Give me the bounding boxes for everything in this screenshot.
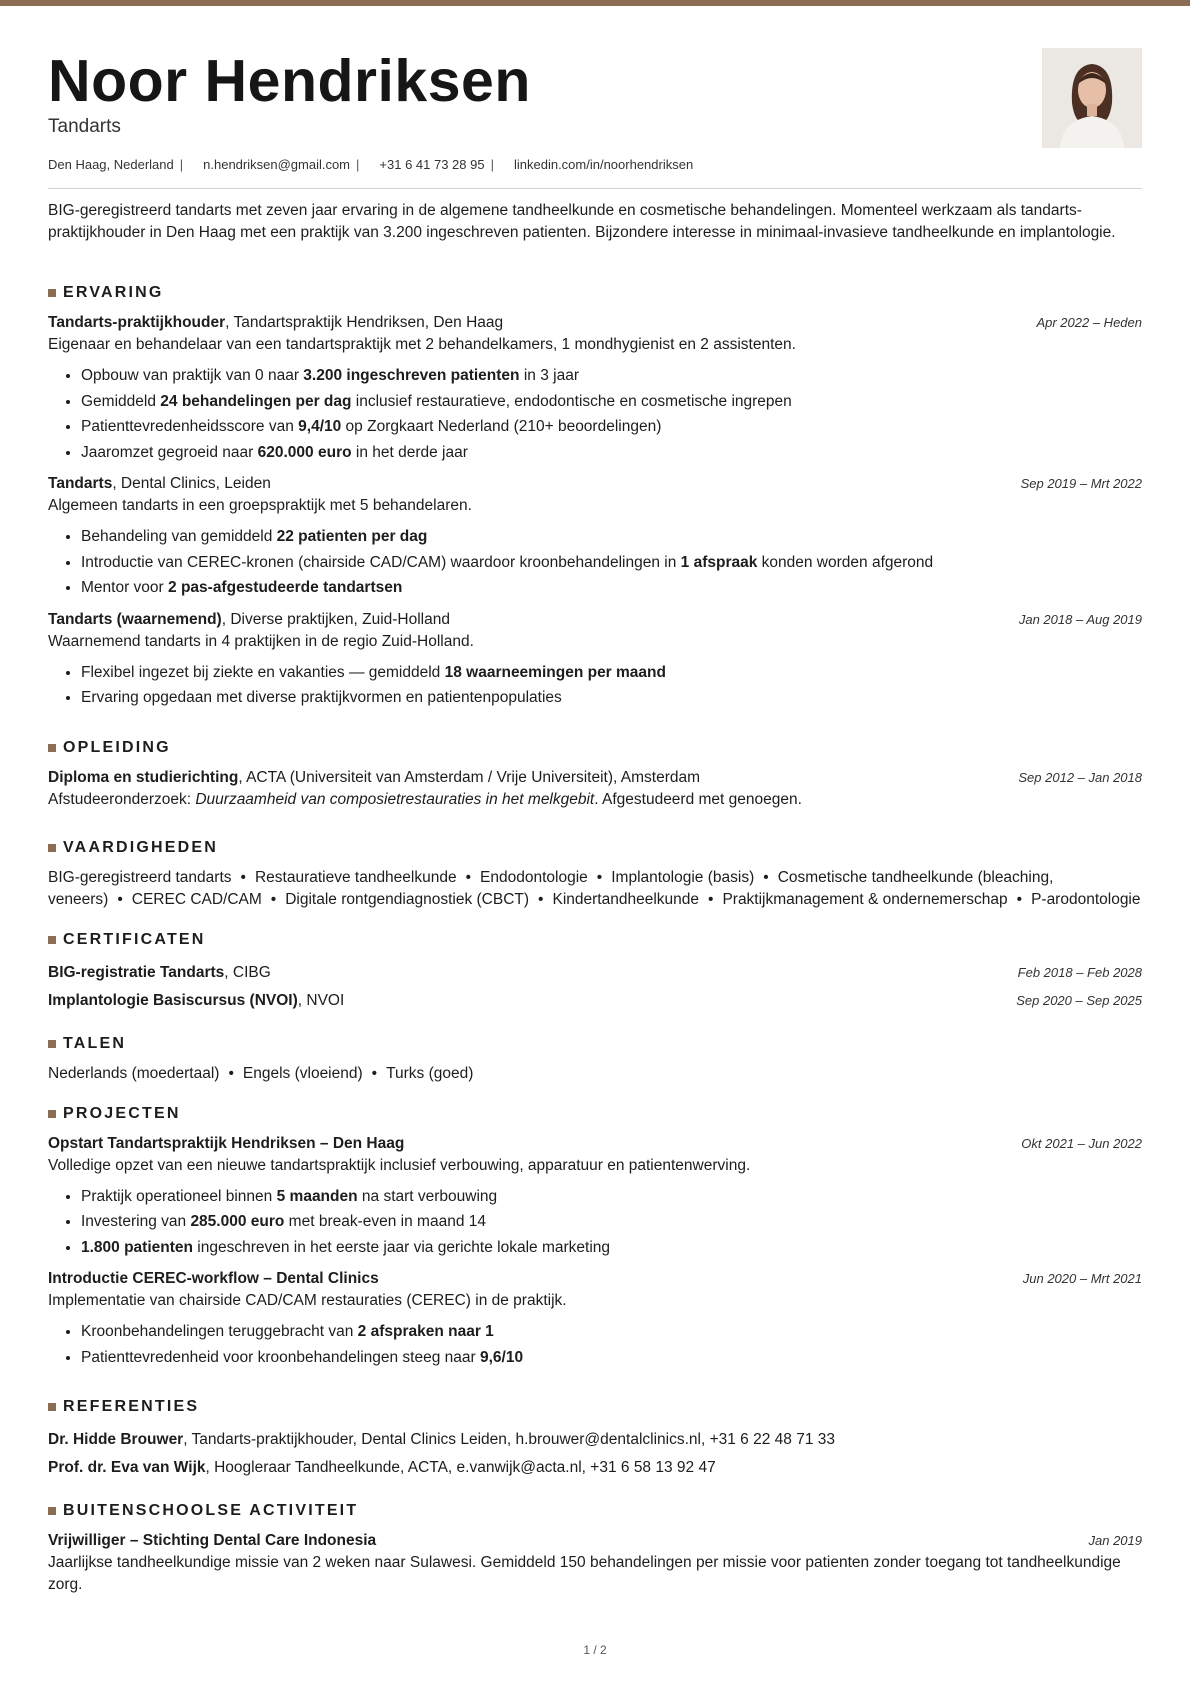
list-item: • 1.800 patienten ingeschreven in het eerste jaar via gerichte lokale marketing (81, 1235, 1142, 1261)
section-bullet-icon (48, 289, 56, 297)
contact-line (48, 157, 693, 172)
job-description: Waarnemend tandarts in 4 praktijken in de regio Zuid-Holland. (48, 632, 474, 650)
profile-photo (1042, 48, 1142, 148)
certificate-entry: Implantologie Basiscursus (NVOI), NVOI Sep 2020 – Sep 2025 (48, 991, 1142, 1009)
profile-summary: BIG-geregistreerd tandarts met zeven jaar ervaring in de algemene tandheelkunde en cosmetische behandelingen. Momenteel werkzaam als tandarts-praktijkhouder in Den Haag met een praktijk van 3.200 ingeschreven patienten. Bijzondere interesse in minimaal-invasieve tandheelkunde en implantologie. (48, 202, 1116, 241)
list-item: • Introductie van CEREC-kronen (chairside CAD/CAM) waardoor kroonbehandelingen in 1 afspraak konden worden afgerond (81, 550, 1142, 576)
section-title: OPLEIDING (63, 738, 171, 756)
language-item: Turks (goed) (386, 1064, 474, 1082)
project-description: Volledige opzet van een nieuwe tandartspraktijk inclusief verbouwing, apparatuur en patientenwerving. (48, 1156, 751, 1174)
job-date: Apr 2022 – Heden (1036, 315, 1142, 330)
candidate-role: Tandarts (48, 116, 121, 137)
section-title: VAARDIGHEDEN (63, 838, 219, 856)
language-item: Nederlands (moedertaal) (48, 1064, 220, 1082)
list-item: • Patienttevredenheid voor kroonbehandelingen steeg naar 9,6/10 (81, 1345, 1142, 1371)
portrait-photo-icon (1042, 48, 1142, 148)
experience-entry (48, 312, 1142, 465)
contact-location: Den Haag, Nederland (48, 157, 174, 172)
contact-email[interactable]: n.hendriksen@gmail.com (203, 157, 351, 172)
job-date: Jan 2018 – Aug 2019 (1018, 611, 1142, 627)
activity-date: Jan 2019 (1088, 1533, 1142, 1548)
header-divider (48, 188, 1142, 189)
list-item: • Kroonbehandelingen teruggebracht van 2 afspraken naar 1 (81, 1319, 1142, 1345)
section-title: CERTIFICATEN (63, 930, 206, 948)
list-item: • Gemiddeld 24 behandelingen per dag inclusief restauratieve, endodontische en cosmetische ingrepen (81, 389, 1142, 415)
reference-entry: Dr. Hidde Brouwer, Tandarts-praktijkhouder, Dental Clinics Leiden, h.brouwer@dentalclinics.nl, +31 6 22 48 71 33 (48, 1431, 835, 1448)
list-item: • Patienttevredenheidsscore van 9,4/10 op Zorgkaart Nederland (210+ beoordelingen) (81, 414, 1142, 440)
skill-item: Endodontologie (480, 868, 588, 886)
section-bullet-icon (48, 744, 56, 752)
contact-linkedin[interactable]: linkedin.com/in/noorhendriksen (513, 157, 694, 172)
skill-item: Digitale rontgendiagnostiek (CBCT) (285, 890, 530, 908)
section-title: TALEN (63, 1034, 127, 1052)
skill-item: BIG-geregistreerd tandarts (48, 868, 232, 886)
section-bullet-icon (48, 1110, 56, 1118)
list-item: • Behandeling van gemiddeld 22 patienten per dag (81, 524, 1142, 550)
activity-description: Jaarlijkse tandheelkundige missie van 2 weken naar Sulawesi. Gemiddeld 150 behandelingen per missie voor patienten zonder toegang tot tandheelkundige zorg. (48, 1554, 1121, 1593)
project-date: Okt 2021 – Jun 2022 (1021, 1135, 1142, 1151)
section-bullet-icon (48, 1403, 56, 1411)
resume-content (48, 284, 1142, 1596)
activity-entry (48, 1530, 1142, 1596)
section-certificates (48, 931, 1142, 949)
contact-separator: | (490, 157, 494, 172)
skill-item: Praktijkmanagement & ondernemerschap (722, 890, 1008, 908)
reference-entry: Prof. dr. Eva van Wijk, Hoogleraar Tandheelkunde, ACTA, e.vanwijk@acta.nl, +31 6 58 13 92 47 (48, 1459, 716, 1476)
section-bullet-icon (48, 1507, 56, 1515)
section-experience (48, 284, 1142, 302)
section-education (48, 739, 1142, 757)
top-accent-bar (0, 0, 1190, 6)
skill-item: P-arodontologie (1031, 890, 1141, 908)
list-item: • Opbouw van praktijk van 0 naar 3.200 ingeschreven patienten in 3 jaar (81, 363, 1142, 389)
list-item: • Mentor voor 2 pas-afgestudeerde tandartsen (81, 575, 1142, 601)
list-item: • Ervaring opgedaan met diverse praktijkvormen en patientenpopulaties (81, 685, 1142, 711)
job-org: , Diverse praktijken, Zuid-Holland (221, 610, 450, 628)
skills-list: BIG-geregistreerd tandarts • Restauratieve tandheelkunde • Endodontologie • Implantologie (basis) • Cosmetische tandheelkunde (bleaching, veneers) • CEREC CAD/CAM • Digitale rontgendiagnostiek (CBCT) • Kindertandheelkunde • Praktijkmanagement & ondernemerschap • P-arodontologie (48, 868, 1141, 908)
section-references (48, 1398, 1142, 1416)
list-item: • Investering van 285.000 euro met break-even in maand 14 (81, 1209, 1142, 1235)
skill-item: Kindertandheelkunde (552, 890, 699, 908)
section-bullet-icon (48, 1040, 56, 1048)
section-title: ERVARING (63, 284, 164, 301)
skill-item: Cosmetische tandheelkunde (bleaching, veneers) (48, 868, 1054, 908)
experience-entry (48, 473, 1142, 601)
contact-separator: | (179, 157, 184, 172)
degree-title: Diploma en studierichting (48, 768, 239, 786)
school-name: , ACTA (Universiteit van Amsterdam / Vrije Universiteit), Amsterdam (238, 768, 701, 786)
education-entry (48, 767, 1142, 811)
project-title: Introductie CEREC-workflow – Dental Clinics (48, 1270, 379, 1287)
contact-separator: | (356, 157, 360, 172)
contact-phone[interactable]: +31 6 41 73 28 95 (379, 157, 485, 172)
page-number: 1 / 2 (583, 1643, 607, 1657)
section-bullet-icon (48, 936, 56, 944)
job-org: , Dental Clinics, Leiden (112, 475, 271, 492)
job-org: , Tandartspraktijk Hendriksen, Den Haag (225, 314, 504, 331)
job-description: Eigenaar en behandelaar van een tandartspraktijk met 2 behandelkamers, 1 mondhygienist en 2 assistenten. (48, 336, 796, 353)
job-title: Tandarts (waarnemend) (48, 610, 222, 628)
languages-list: Nederlands (moedertaal) • Engels (vloeiend) • Turks (goed) (48, 1064, 474, 1082)
project-entry (48, 1268, 1142, 1370)
list-item: • Praktijk operationeel binnen 5 maanden na start verbouwing (81, 1184, 1142, 1210)
section-title: REFERENTIES (63, 1398, 200, 1415)
activity-title: Vrijwilliger – Stichting Dental Care Indonesia (48, 1532, 377, 1549)
job-title: Tandarts-praktijkhouder (48, 314, 226, 331)
candidate-name: Noor Hendriksen (48, 48, 531, 114)
skill-item: Implantologie (basis) (611, 868, 755, 886)
project-date: Jun 2020 – Mrt 2021 (1022, 1271, 1142, 1286)
job-description: Algemeen tandarts in een groepspraktijk met 5 behandelaren. (48, 497, 472, 514)
project-entry (48, 1133, 1142, 1261)
project-title: Opstart Tandartspraktijk Hendriksen – Den Haag (48, 1134, 405, 1152)
experience-entry (48, 609, 1142, 711)
section-title: PROJECTEN (63, 1104, 181, 1122)
job-title: Tandarts (48, 475, 113, 492)
education-date: Sep 2012 – Jan 2018 (1018, 769, 1142, 785)
skill-item: Restauratieve tandheelkunde (254, 868, 457, 886)
section-title: BUITENSCHOOLSE ACTIVITEIT (63, 1502, 359, 1519)
section-projects (48, 1105, 1142, 1123)
section-skills (48, 839, 1142, 857)
section-bullet-icon (48, 844, 56, 852)
certificate-entry: BIG-registratie Tandarts, CIBG Feb 2018 – Feb 2028 (48, 963, 1142, 981)
education-description: Afstudeeronderzoek: Duurzaamheid van composietrestauraties in het melkgebit. Afgestudeerd met genoegen. (48, 790, 802, 808)
list-item: • Flexibel ingezet bij ziekte en vakanties — gemiddeld 18 waarneemingen per maand (81, 660, 1142, 686)
project-description: Implementatie van chairside CAD/CAM restauraties (CEREC) in de praktijk. (48, 1292, 567, 1309)
list-item: • Jaaromzet gegroeid naar 620.000 euro in het derde jaar (81, 440, 1142, 466)
section-extracurricular (48, 1502, 1142, 1520)
skill-item: CEREC CAD/CAM (131, 890, 262, 908)
section-languages (48, 1035, 1142, 1053)
language-item: Engels (vloeiend) (242, 1064, 363, 1082)
job-date: Sep 2019 – Mrt 2022 (1020, 476, 1142, 491)
